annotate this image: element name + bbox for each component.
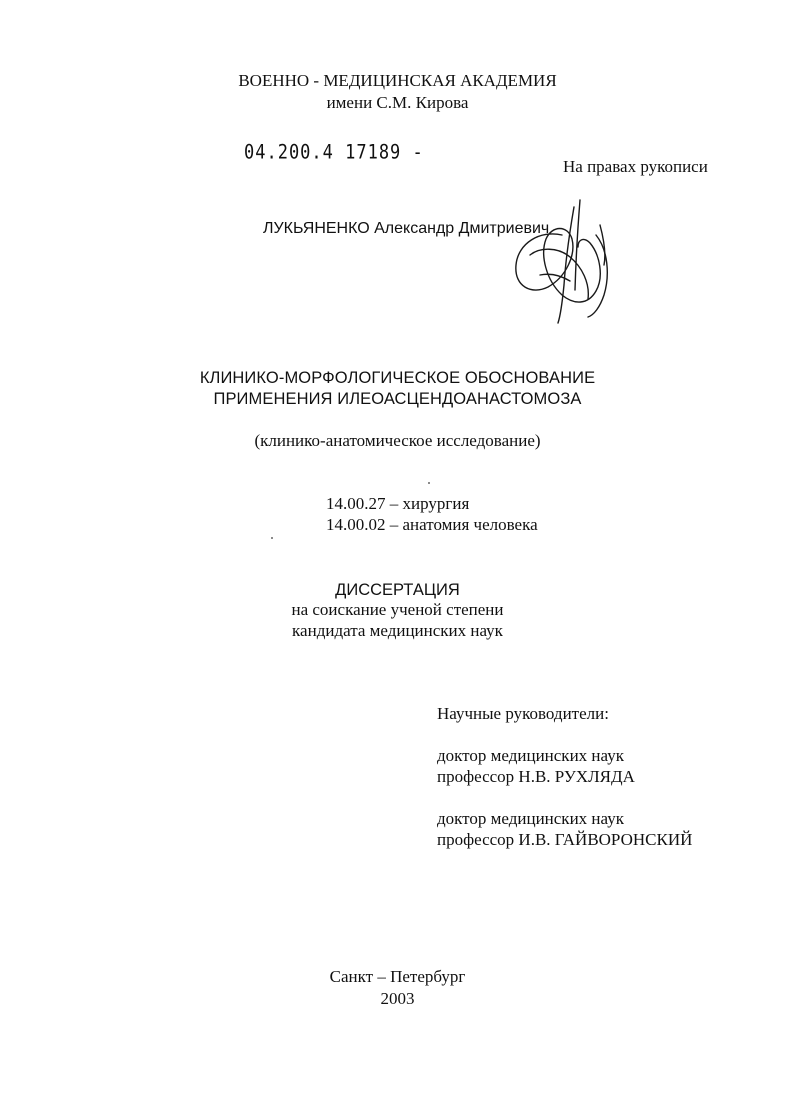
signature-image [500,195,620,330]
specialty-line: 14.00.02 – анатомия человека [326,515,538,534]
registration-stamp: 04.200.4 17189 - [244,141,424,164]
scan-speck [428,482,430,484]
dissertation-line-2: кандидата медицинских наук [292,621,503,640]
title-line-2: ПРИМЕНЕНИЯ ИЛЕОАСЦЕНДОАНАСТОМОЗА [213,390,582,408]
supervisor-degree: доктор медицинских наук [437,809,624,828]
footer-city: Санкт – Петербург [329,967,466,986]
dissertation-line-1: на соискание ученой степени [291,600,504,619]
supervisor-degree: доктор медицинских наук [437,746,624,765]
scan-speck [271,537,273,539]
dissertation-heading: ДИССЕРТАЦИЯ [335,581,460,599]
rights-note: На правах рукописи [563,157,708,176]
title-subtitle: (клинико-анатомическое исследование) [254,431,541,450]
supervisor-name: профессор И.В. ГАЙВОРОНСКИЙ [437,830,693,849]
footer-year: 2003 [380,989,415,1008]
specialty-line: 14.00.27 – хирургия [326,494,470,513]
title-line-1: КЛИНИКО-МОРФОЛОГИЧЕСКОЕ ОБОСНОВАНИЕ [199,369,596,387]
supervisor-name: профессор Н.В. РУХЛЯДА [437,767,635,786]
institution-named-after: имени С.М. Кирова [326,93,469,112]
institution-name: ВОЕННО - МЕДИЦИНСКАЯ АКАДЕМИЯ [238,71,557,90]
author-name: ЛУКЬЯНЕНКО Александр Дмитриевич [263,220,550,237]
supervisors-heading: Научные руководители: [437,704,609,723]
